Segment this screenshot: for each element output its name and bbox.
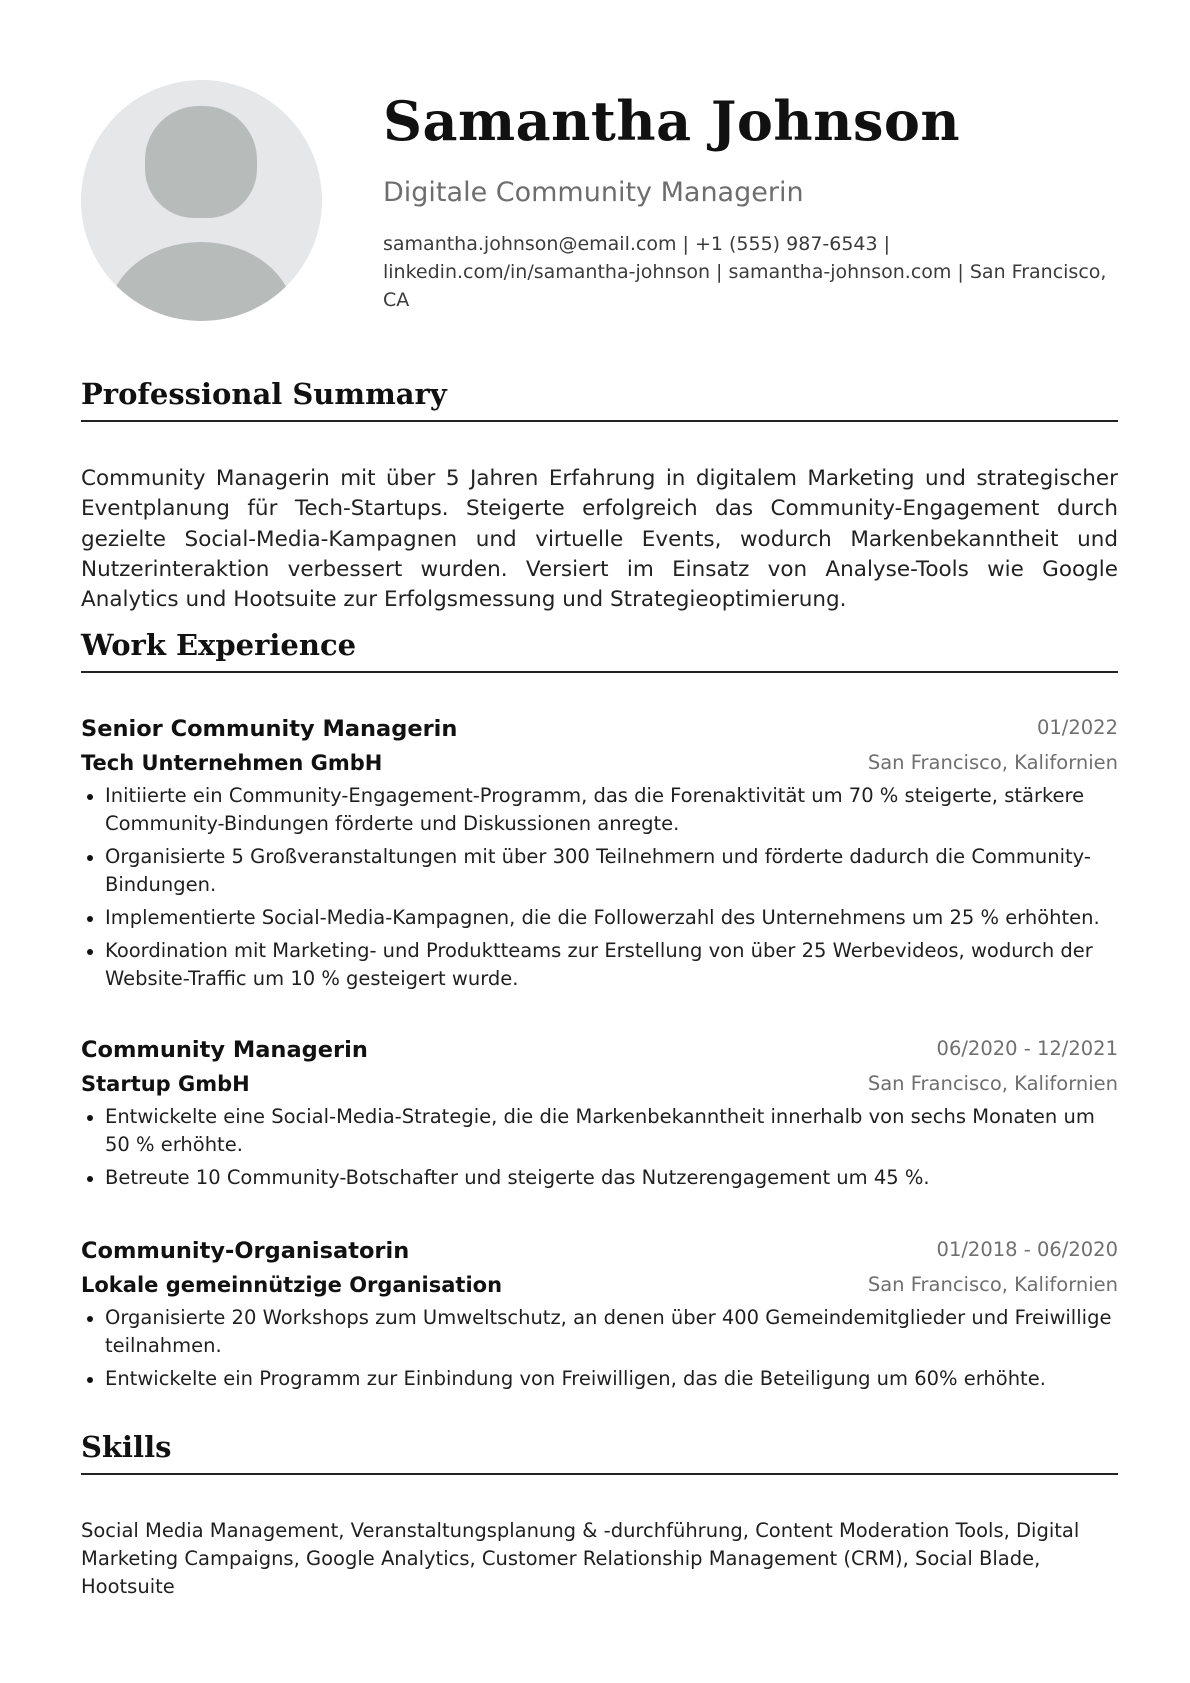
- job-bullets: [81, 782, 1118, 993]
- job-location: San Francisco, Kalifornien: [867, 751, 1118, 774]
- list-item: Koordination mit Marketing- und Produktteams zur Erstellung von über 25 Werbevideos, wodurch der Website-Traffic um 10 % gesteigert wurde.: [81, 937, 1118, 993]
- candidate-role: Digitale Community Managerin: [383, 177, 804, 208]
- job-bullets: [81, 1304, 1118, 1393]
- avatar-body-shape: [108, 242, 294, 321]
- job-entry: [81, 1234, 1118, 1398]
- list-item: Initiierte ein Community-Engagement-Programm, das die Forenaktivität um 70 % steigerte, stärkere Community-Bindungen förderte und Diskussionen anregte.: [81, 782, 1118, 838]
- avatar-head-shape: [145, 106, 257, 218]
- job-location: San Francisco, Kalifornien: [867, 1273, 1118, 1296]
- job-date: 01/2022: [1036, 716, 1118, 739]
- section-title-experience: Work Experience: [81, 625, 1118, 673]
- job-title: Senior Community Managerin: [81, 716, 458, 742]
- section-title-skills: Skills: [81, 1427, 1118, 1475]
- job-date: 01/2018 - 06/2020: [936, 1238, 1118, 1261]
- list-item: Entwickelte eine Social-Media-Strategie, die die Markenbekanntheit innerhalb von sechs Monaten um 50 % erhöhte.: [81, 1103, 1118, 1159]
- section-title-summary: Professional Summary: [81, 374, 1118, 422]
- job-company: Lokale gemeinnützige Organisation: [81, 1273, 503, 1297]
- job-company: Tech Unternehmen GmbH: [81, 751, 383, 775]
- job-entry: [81, 712, 1118, 998]
- job-company: Startup GmbH: [81, 1072, 250, 1096]
- skills-text: Social Media Management, Veranstaltungsplanung & -durchführung, Content Moderation Tools, Digital Marketing Campaigns, Google Analytics, Customer Relationship Management (CRM), Social Blade, Hootsuite: [81, 1519, 1080, 1598]
- list-item: Organisierte 5 Großveranstaltungen mit über 300 Teilnehmern und förderte dadurch die Community-Bindungen.: [81, 843, 1118, 899]
- job-bullets: [81, 1103, 1118, 1192]
- contact-info: samantha.johnson@email.com | +1 (555) 987-6543 | linkedin.com/in/samantha-johnson | samantha-johnson.com | San Francisco, CA: [383, 233, 1107, 311]
- list-item: Entwickelte ein Programm zur Einbindung von Freiwilligen, das die Beteiligung um 60% erhöhte.: [81, 1365, 1118, 1393]
- list-item: Implementierte Social-Media-Kampagnen, die die Followerzahl des Unternehmens um 25 % erhöhten.: [81, 904, 1118, 932]
- summary-text: Community Managerin mit über 5 Jahren Erfahrung in digitalem Marketing und strategischer Eventplanung für Tech-Startups. Steigerte erfolgreich das Community-Engagement durch gezielte Social-Media-Kampagnen und virtuelle Events, wodurch Markenbekanntheit und Nutzerinteraktion verbessert wurden. Versiert im Einsatz von Analyse-Tools wie Google Analytics und Hootsuite zur Erfolgsmessung und Strategieoptimierung.: [81, 466, 1118, 613]
- job-entry: [81, 1033, 1118, 1197]
- list-item: Organisierte 20 Workshops zum Umweltschutz, an denen über 400 Gemeindemitglieder und Freiwillige teilnahmen.: [81, 1304, 1118, 1360]
- job-location: San Francisco, Kalifornien: [867, 1072, 1118, 1095]
- candidate-name: Samantha Johnson: [383, 89, 961, 153]
- list-item: Betreute 10 Community-Botschafter und steigerte das Nutzerengagement um 45 %.: [81, 1164, 1118, 1192]
- job-title: Community-Organisatorin: [81, 1238, 410, 1264]
- job-title: Community Managerin: [81, 1037, 368, 1063]
- avatar: [81, 80, 322, 321]
- job-date: 06/2020 - 12/2021: [936, 1037, 1118, 1060]
